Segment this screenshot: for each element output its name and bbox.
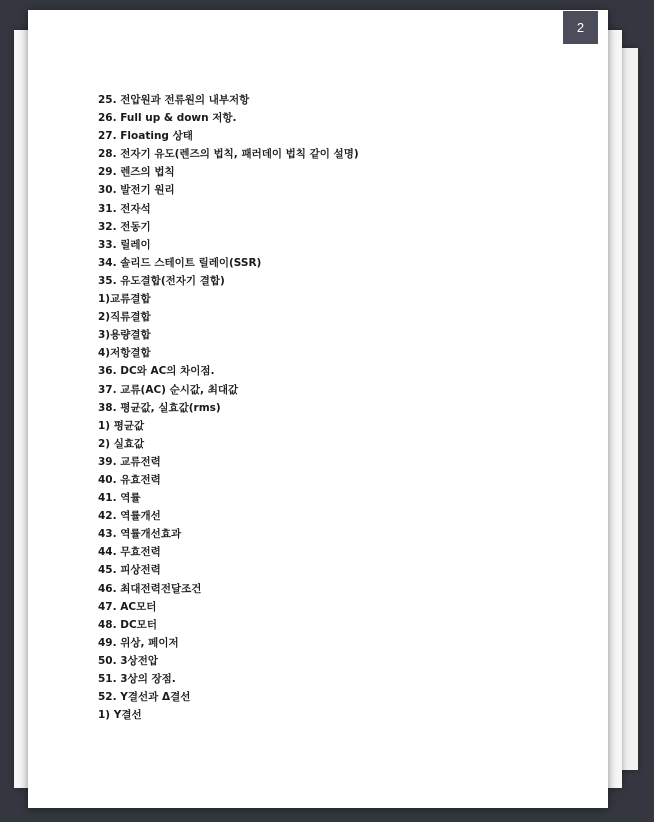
toc-item: 52. Y결선과 Δ결선 — [98, 691, 191, 704]
table-of-contents — [98, 91, 359, 724]
toc-item: 1) 평균값 — [98, 419, 145, 432]
toc-item: 27. Floating 상태 — [98, 130, 193, 143]
toc-item: 47. AC모터 — [98, 600, 157, 613]
toc-item: 36. DC와 AC의 차이점. — [98, 365, 215, 378]
toc-item: 51. 3상의 장점. — [98, 673, 176, 685]
toc-item: 44. 무효전력 — [98, 546, 161, 559]
toc-item: 35. 유도결합(전자기 결합) — [98, 274, 225, 287]
toc-item: 31. 전자석 — [98, 202, 151, 215]
toc-item: 48. DC모터 — [98, 618, 157, 631]
toc-item: 43. 역률개선효과 — [98, 528, 182, 541]
toc-item: 32. 전동기 — [98, 220, 151, 233]
toc-item: 2) 실효값 — [98, 437, 145, 450]
toc-item: 26. Full up & down 저항. — [98, 112, 237, 125]
toc-item: 45. 피상전력 — [98, 564, 161, 577]
toc-item: 38. 평균값, 실효값(rms) — [98, 401, 221, 414]
toc-item: 37. 교류(AC) 순시값, 최대값 — [98, 383, 239, 396]
toc-item: 41. 역률 — [98, 492, 141, 505]
toc-item: 46. 최대전력전달조건 — [98, 582, 202, 595]
toc-item: 28. 전자기 유도(렌즈의 법칙, 패러데이 법칙 같이 설명) — [98, 148, 359, 161]
toc-item: 50. 3상전압 — [98, 654, 158, 667]
toc-item: 25. 전압원과 전류원의 내부저항 — [98, 94, 250, 106]
toc-item: 3)용량결합 — [98, 329, 151, 342]
toc-item: 1)교류결합 — [98, 293, 151, 306]
toc-item: 33. 릴레이 — [98, 238, 151, 251]
toc-item: 49. 위상, 페이저 — [98, 636, 179, 649]
toc-item: 42. 역률개선 — [98, 510, 161, 523]
toc-item: 4)저항결합 — [98, 347, 151, 360]
toc-item: 2)직류결합 — [98, 311, 151, 324]
toc-item: 39. 교류전력 — [98, 455, 161, 468]
toc-item: 34. 솔리드 스테이트 릴레이(SSR) — [98, 256, 262, 269]
toc-item: 29. 렌즈의 법칙 — [98, 166, 175, 179]
page-number-badge: 2 — [563, 11, 598, 44]
toc-item: 40. 유효전력 — [98, 473, 161, 486]
toc-item: 1) Y결선 — [98, 709, 142, 722]
toc-item: 30. 발전기 원리 — [98, 184, 175, 197]
document-page[interactable] — [28, 10, 608, 808]
